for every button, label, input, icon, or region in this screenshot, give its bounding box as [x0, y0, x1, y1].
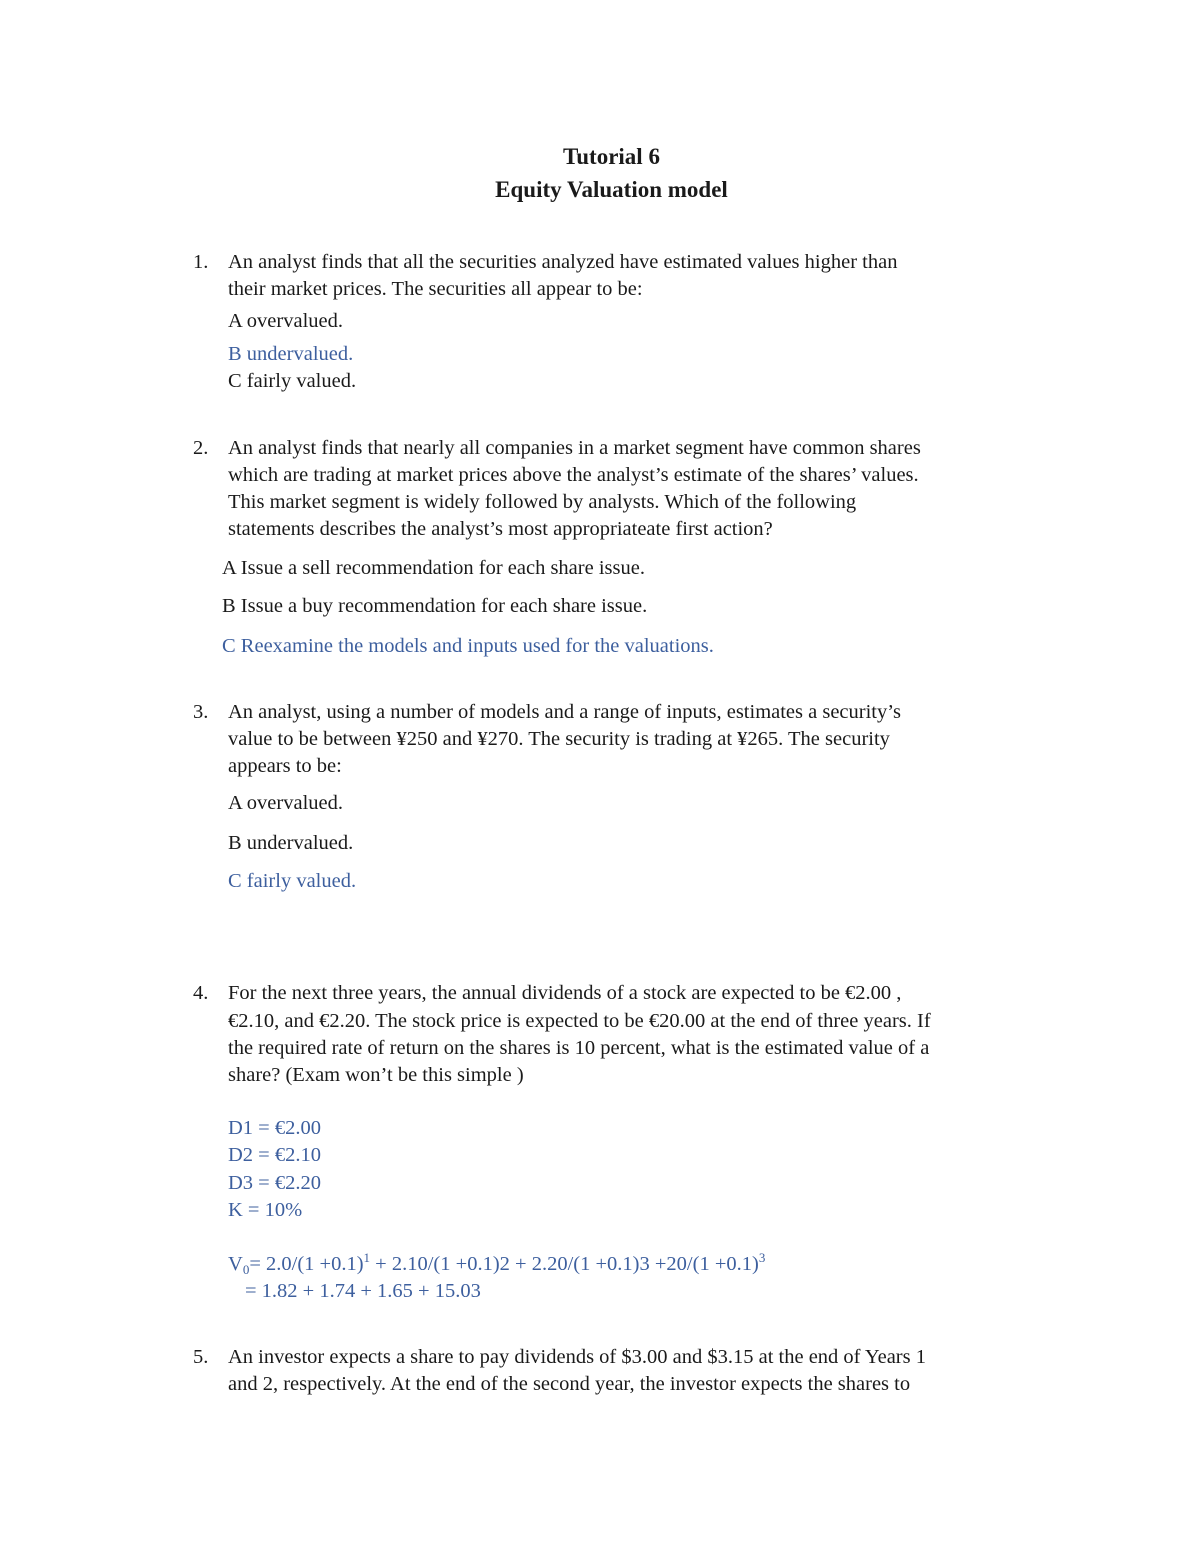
valuation-result: = 1.82 + 1.74 + 1.65 + 15.03	[245, 1280, 481, 1302]
question-text-line: This market segment is widely followed by analysts. Which of the following	[228, 491, 857, 513]
question-text-line: An analyst finds that nearly all companies in a market segment have common shares	[228, 437, 921, 459]
valuation-formula	[228, 1251, 765, 1278]
question-text-line: which are trading at market prices above the analyst’s estimate of the shares’ values.	[228, 464, 919, 486]
question-number: 5.	[193, 1346, 209, 1368]
option-a: A Issue a sell recommendation for each share issue.	[222, 557, 645, 579]
formula-exp-1: 1	[363, 1250, 371, 1265]
question-text-line: An investor expects a share to pay dividends of $3.00 and $3.15 at the end of Years 1	[228, 1346, 926, 1368]
formula-part-1: = 2.0/(1 +0.1)	[249, 1253, 364, 1275]
option-c: C fairly valued.	[228, 370, 357, 392]
formula-part-2: + 2.10/(1 +0.1)2 + 2.20/(1 +0.1)3 +20/(1 +0.1)	[370, 1253, 759, 1275]
question-text-line: share? (Exam won’t be this simple )	[228, 1064, 524, 1086]
option-c-answer: C fairly valued.	[228, 870, 357, 892]
dividend-d3: D3 = €2.20	[228, 1172, 321, 1194]
question-number: 1.	[193, 251, 209, 273]
question-number: 4.	[193, 982, 209, 1004]
option-b: B undervalued.	[228, 832, 354, 854]
option-b: B Issue a buy recommendation for each share issue.	[222, 595, 648, 617]
page-title: Tutorial 6	[563, 144, 660, 169]
option-b-answer: B undervalued.	[228, 343, 354, 365]
question-number: 2.	[193, 437, 209, 459]
formula-exp-2: 3	[758, 1250, 766, 1265]
question-text-line: appears to be:	[228, 755, 342, 777]
question-text-line: and 2, respectively. At the end of the second year, the investor expects the shares to	[228, 1373, 911, 1395]
dividend-d2: D2 = €2.10	[228, 1144, 321, 1166]
question-text-line: €2.10, and €2.20. The stock price is expected to be €20.00 at the end of three years. If	[228, 1010, 931, 1032]
question-text-line: the required rate of return on the shares is 10 percent, what is the estimated value of a	[228, 1037, 930, 1059]
question-text-line: An analyst finds that all the securities analyzed have estimated values higher than	[228, 251, 898, 273]
option-a: A overvalued.	[228, 310, 343, 332]
question-text-line: statements describes the analyst’s most appropriateate first action?	[228, 518, 773, 540]
option-c-answer: C Reexamine the models and inputs used for the valuations.	[222, 635, 714, 657]
required-return: K = 10%	[228, 1199, 303, 1221]
dividend-d1: D1 = €2.00	[228, 1117, 321, 1139]
page-subtitle: Equity Valuation model	[495, 177, 728, 202]
formula-v: V	[228, 1253, 243, 1275]
question-text-line: value to be between ¥250 and ¥270. The security is trading at ¥265. The security	[228, 728, 890, 750]
question-text-line: An analyst, using a number of models and a range of inputs, estimates a security’s	[228, 701, 901, 723]
question-text-line: their market prices. The securities all appear to be:	[228, 278, 643, 300]
option-a: A overvalued.	[228, 792, 343, 814]
formula-v-subscript: 0	[242, 1262, 250, 1277]
question-text-line: For the next three years, the annual dividends of a stock are expected to be €2.00 ,	[228, 982, 902, 1004]
question-number: 3.	[193, 701, 209, 723]
